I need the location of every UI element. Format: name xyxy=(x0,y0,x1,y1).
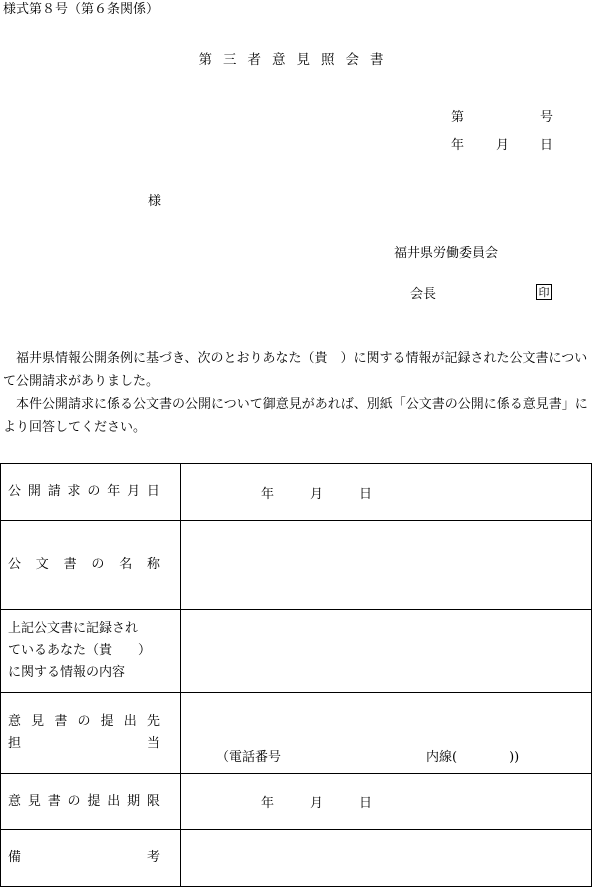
addressee-suffix: 様 xyxy=(148,194,162,209)
phone-line xyxy=(216,746,520,765)
person-in-charge-label: 担 当 xyxy=(8,736,160,751)
info-label-line-3: に関する情報の内容 xyxy=(8,665,126,680)
number-prefix: 第 xyxy=(451,110,465,125)
submit-to-label: 意 見 書 の 提 出 先 xyxy=(8,714,160,729)
deadline-value[interactable] xyxy=(181,774,592,830)
info-content-label-cell xyxy=(1,610,181,693)
deadline-day: 日 xyxy=(359,796,373,811)
deadline-month: 月 xyxy=(310,796,324,811)
request-month: 月 xyxy=(310,486,324,502)
form-number-label: 様式第８号（第６条関係） xyxy=(3,2,160,17)
seal-mark: 印 xyxy=(536,284,552,300)
inquiry-table xyxy=(0,463,592,887)
request-date-label-cell xyxy=(1,464,181,521)
info-label-line-2: ているあなた（貴 ） xyxy=(8,643,152,658)
extension-label: 内線( )) xyxy=(426,750,520,765)
header-year: 年 xyxy=(451,138,465,153)
info-label-line-1: 上記公文書に記録され xyxy=(8,621,139,636)
remarks-value[interactable] xyxy=(181,830,592,887)
header-day: 日 xyxy=(540,138,554,153)
table-row xyxy=(1,464,592,521)
body-paragraph-1: 福井県情報公開条例に基づき、次のとおりあなた（貴 ）に関する情報が記録された公文書について公開請求がありました。 xyxy=(3,351,588,389)
number-suffix: 号 xyxy=(540,110,554,125)
deadline-year: 年 xyxy=(261,796,275,811)
request-date-label: 公 開 請 求 の 年 月 日 xyxy=(8,484,160,499)
phone-label: （電話番号 xyxy=(216,750,282,765)
deadline-label: 意 見 書 の 提 出 期 限 xyxy=(8,793,160,809)
submit-to-label-cell xyxy=(1,693,181,774)
body-paragraph-2: 本件公開請求に係る公文書の公開について御意見があれば、別紙「公文書の公開に係る意見書」により回答してください。 xyxy=(3,397,588,435)
document-title: 第三者意見照会書 xyxy=(198,52,395,68)
deadline-label-cell xyxy=(1,774,181,830)
info-content-value[interactable] xyxy=(181,610,592,693)
table-row xyxy=(1,521,592,610)
document-name-label-cell xyxy=(1,521,181,610)
table-row xyxy=(1,774,592,830)
submit-to-value[interactable] xyxy=(181,693,592,774)
table-row xyxy=(1,693,592,774)
chair-title: 会長 xyxy=(410,287,437,302)
request-year: 年 xyxy=(261,486,275,502)
organization-name: 福井県労働委員会 xyxy=(394,246,499,261)
remarks-label: 備 考 xyxy=(8,850,160,865)
remarks-label-cell xyxy=(1,830,181,887)
table-row xyxy=(1,830,592,887)
request-day: 日 xyxy=(359,486,373,502)
document-name-value[interactable] xyxy=(181,521,592,610)
request-date-value[interactable] xyxy=(181,464,592,521)
header-month: 月 xyxy=(496,138,510,153)
table-row xyxy=(1,610,592,693)
document-name-label: 公 文 書 の 名 称 xyxy=(8,557,160,572)
